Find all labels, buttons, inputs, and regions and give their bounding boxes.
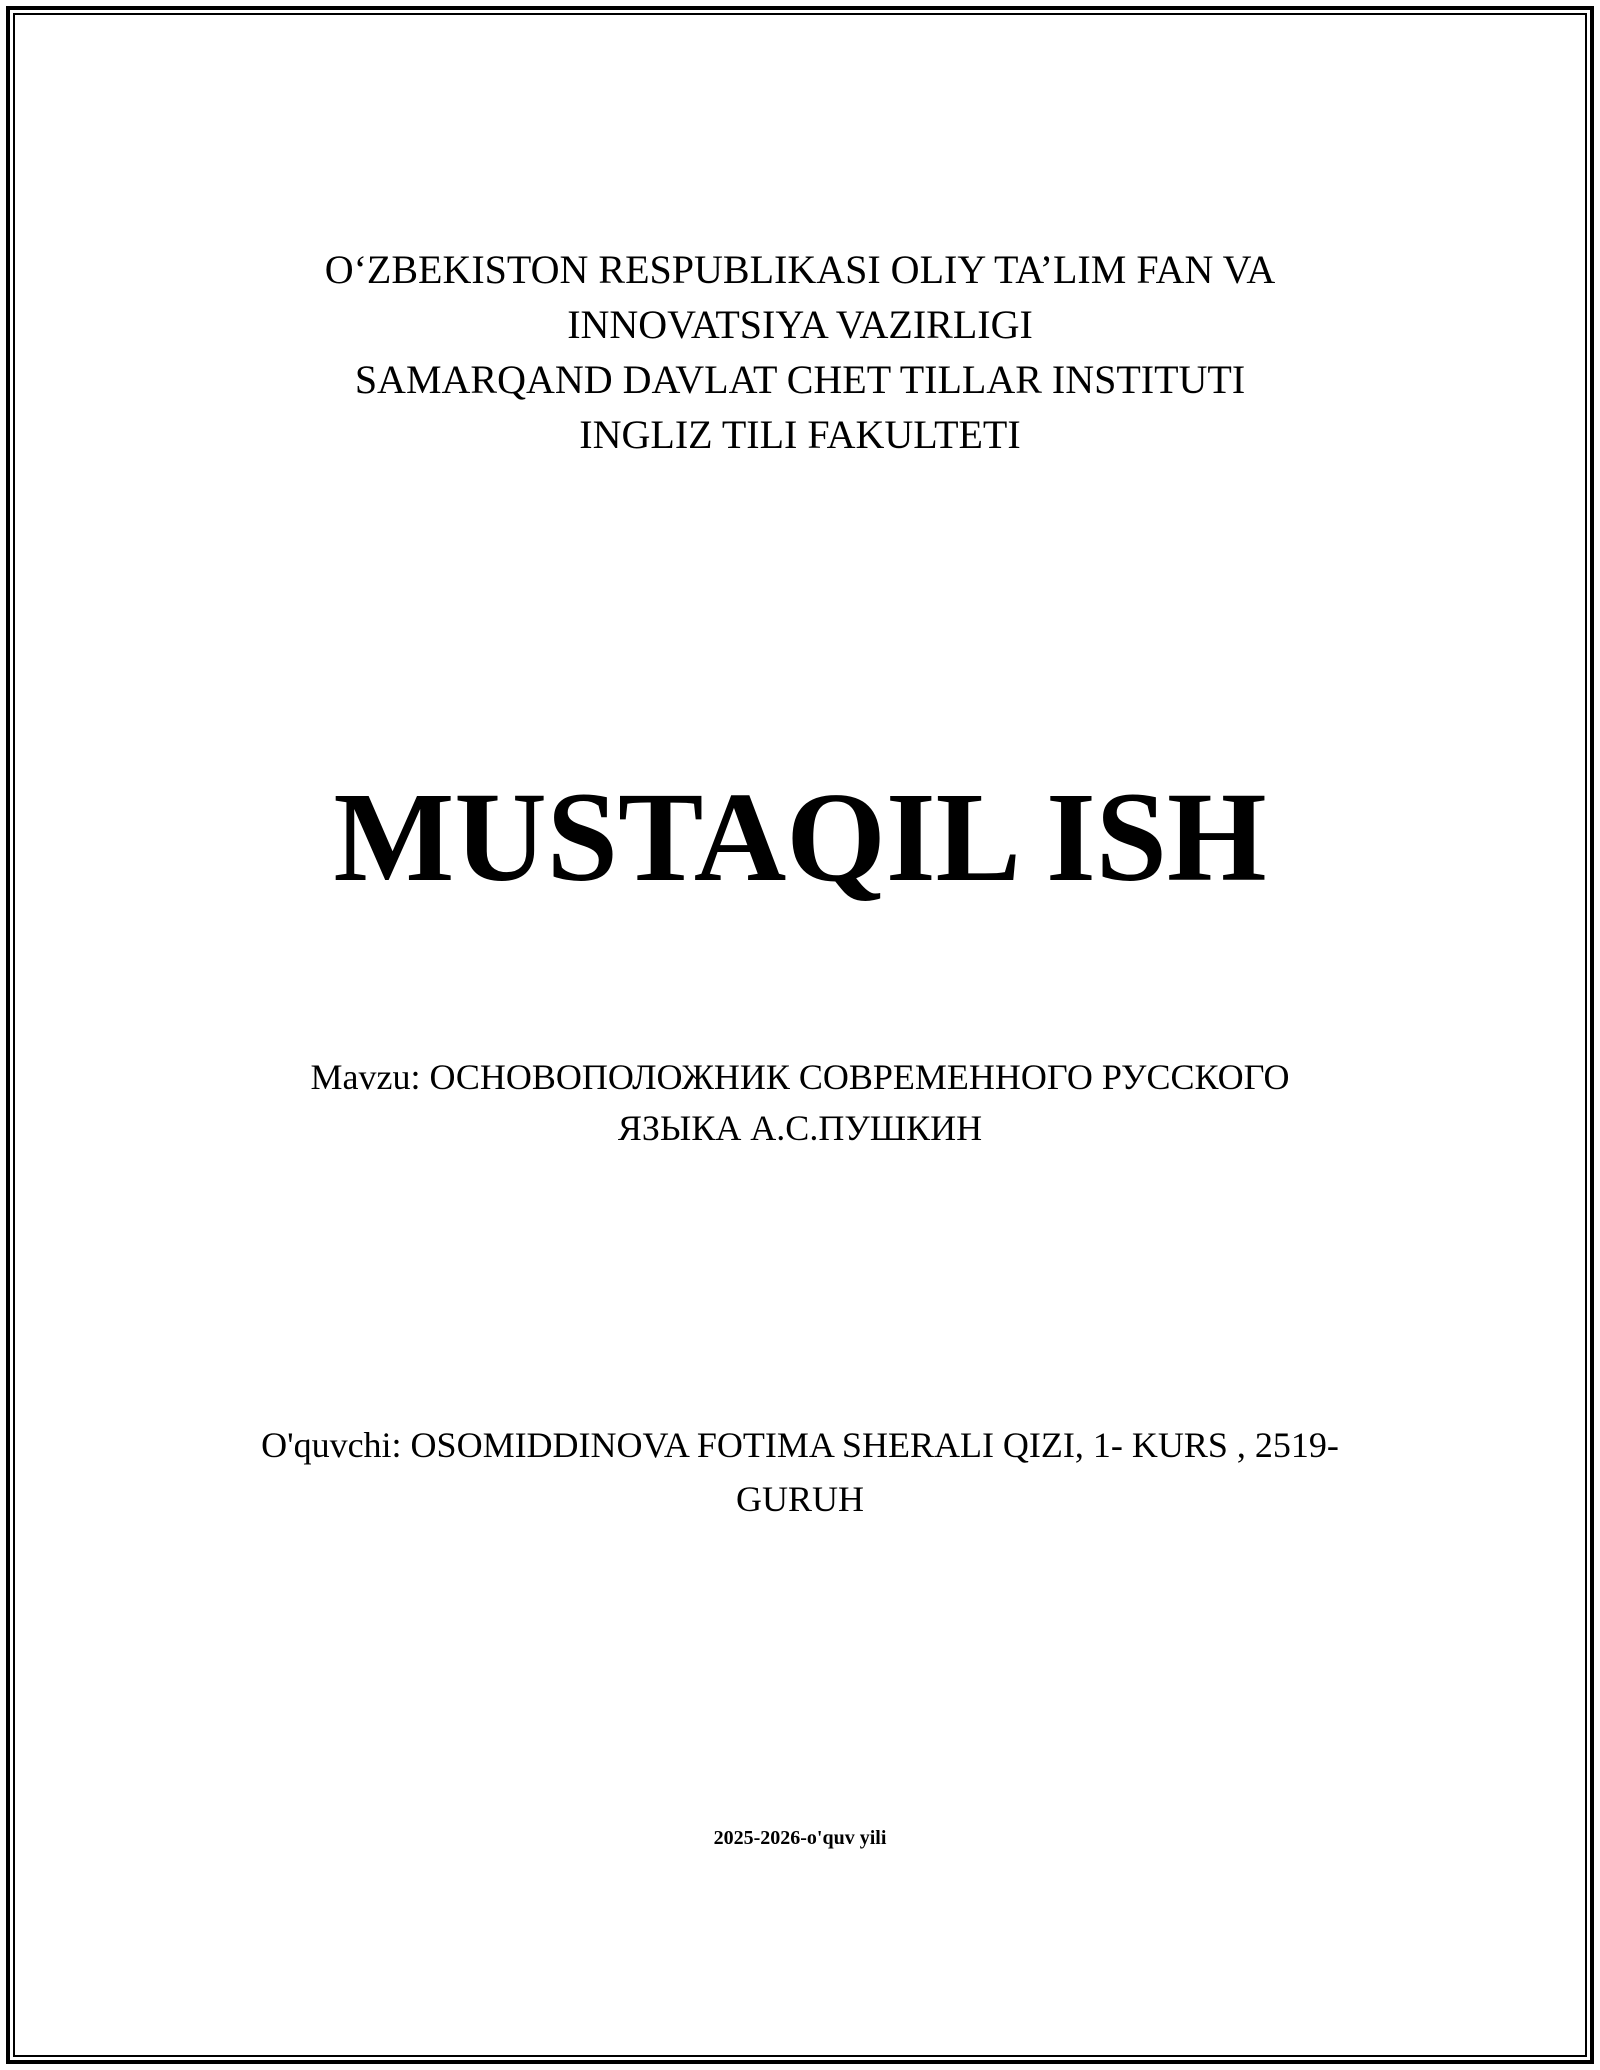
header-line-faculty: INGLIZ TILI FAKULTETI [579,412,1021,457]
ministry-header [0,242,1600,462]
header-line-ministry: O‘ZBEKISTON RESPUBLIKASI OLIY TA’LIM FAN VA [324,247,1276,292]
document-title: MUSTAQIL ISH [333,766,1267,908]
topic-line-2: ЯЗЫКА А.С.ПУШКИН [617,1108,983,1148]
student-line-2: GURUH [735,1479,864,1519]
header-line-ministry-cont: INNOVATSIYA VAZIRLIGI [567,302,1033,347]
topic-line-1: Mavzu: ОСНОВОПОЛОЖНИК СОВРЕМЕННОГО РУССКОГО [310,1057,1290,1097]
student-block [0,1418,1600,1526]
academic-year: 2025-2026-o'quv yili [713,1827,887,1849]
topic-block [0,1052,1600,1154]
student-line-1: O'quvchi: OSOMIDDINOVA FOTIMA SHERALI QIZI, 1- KURS , 2519- [261,1425,1339,1465]
header-line-institute: SAMARQAND DAVLAT CHET TILLAR INSTITUTI [354,357,1246,402]
